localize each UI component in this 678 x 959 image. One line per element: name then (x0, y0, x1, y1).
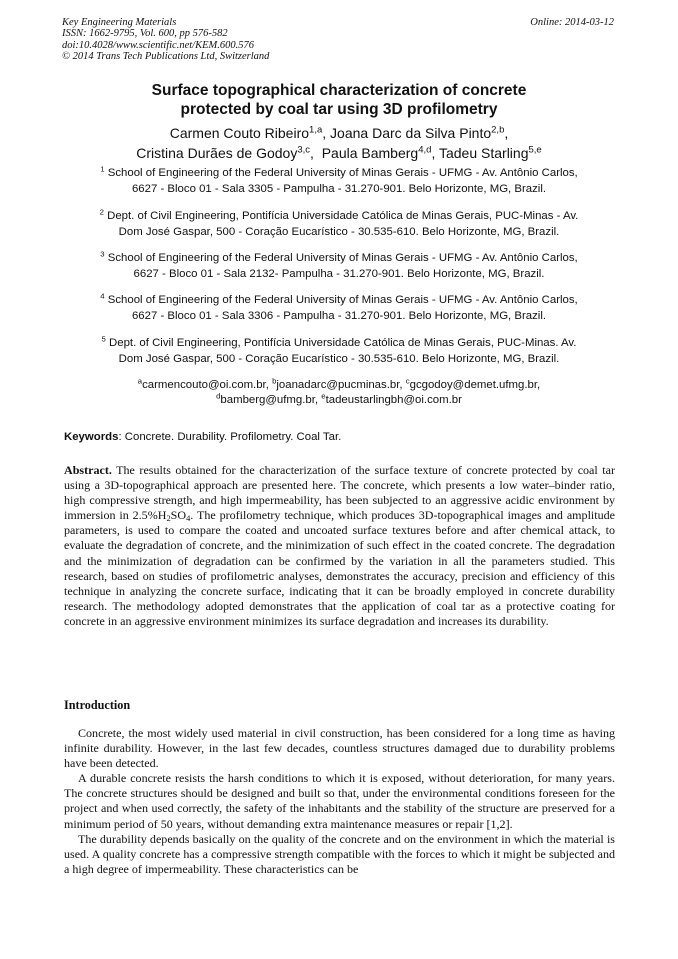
author-name: Carmen Couto Ribeiro (169, 125, 310, 141)
paragraph: The durability depends basically on the quality of the concrete and on the environment in which the material is used. A quality concrete has a compressive strength compatible with the forces to which it might be subjected and a high degree of impermeability. These characteristics can be (64, 831, 615, 876)
affiliation-1: $^1$ School of Engineering of the Federal University of Minas Gerais - UFMG - Av. Antônio Carlos, 6627 - Bloco 01 - Sala 3305 - Pampulha - 31.270-901. Belo Horizonte, MG, Brazil. (100, 164, 578, 195)
issn-line: ISSN: 1662-9795, Vol. 600, pp 576-582 (62, 28, 228, 40)
author-name: Paula Bamberg (321, 145, 419, 161)
author-affiliation-mark: 2,b (491, 124, 505, 136)
title-line-1: Surface topographical characterization of concrete (151, 82, 527, 99)
author-list (60, 123, 618, 163)
title-line-2: protected by coal tar using 3D profilometry (180, 101, 498, 118)
author-name: Tadeu Starling (438, 145, 529, 161)
introduction-body (64, 726, 615, 877)
affiliation-number: 5 (101, 334, 106, 344)
email-link[interactable]: gcgodoy@demet.ufmg.br, (409, 379, 541, 391)
affiliation-3: $^3$ School of Engineering of the Federal University of Minas Gerais - UFMG - Av. Antônio Carlos, 6627 - Bloco 01 - Sala 2132- Pampulha - 31.270-901. Belo Horizonte, MG, Brazil. (100, 249, 578, 280)
email-link[interactable]: bamberg@ufmg.br (220, 394, 315, 406)
journal-name: Key Engineering Materials (62, 17, 177, 28)
copyright-line: © 2014 Trans Tech Publications Ltd, Switzerland (62, 51, 270, 63)
online-date: Online: 2014-03-12 (530, 17, 614, 28)
email-link[interactable]: tadeustarlingbh@oi.com.br (325, 394, 462, 406)
email-link[interactable]: joanadarc@pucminas.br (276, 379, 400, 391)
affiliation-number: 2 (99, 207, 104, 217)
paragraph: Concrete, the most widely used material in civil construction, has been considered for a long time as having infinite durability. However, in the last few decades, countless structures damaged due to durability problems have been detected. (64, 726, 615, 771)
affiliation-4: $^4$ School of Engineering of the Federal University of Minas Gerais - UFMG - Av. Antônio Carlos, 6627 - Bloco 01 - Sala 3306 - Pampulha - 31.270-901. Belo Horizonte, MG, Brazil. (100, 291, 578, 322)
email-link[interactable]: carmencouto@oi.com.br (142, 379, 266, 391)
paper-title (60, 81, 618, 119)
paragraph: A durable concrete resists the harsh conditions to which it is exposed, without deterioration, for many years. The concrete structures should be designed and built so that, under the environmental conditions foreseen for the project and when used correctly, the safety of the inhabitants and the stability of the structure are preserved for a minimum period of 50 years, without demanding extra maintenance measures or repair [1,2]. (64, 771, 615, 831)
abstract: Abstract. The results obtained for the characterization of the surface texture of concrete protected by coal tar using a 3D-topographical approach are presented here. The concrete, which presents a low water–binder ratio, high compressive strength, and high impermeability, has been subjected to an aggressive acidic environment by immersion in $2.5\%H_2SO_4$. The profilometry technique, which produces 3D-topographical images and amplitude parameters, is used to compare the coated and uncoated surface textures before and after chemical attack, to evaluate the degradation of concrete, and the minimization of such effect in the coated concrete. The degradation and the minimization of degradation can be confirmed by the variation in all the parameters studied. This research, based on studies of profilometric analyses, demonstrates the accuracy, precision and efficiency of this technique in analyzing the concrete surface, indicating that it can be broadly employed in concrete durability research. The methodology adopted demonstrates that the application of coal tar as a protective coating for concrete in an aggressive environment minimizes its surface degradation and increases its durability. (64, 463, 616, 628)
affiliation-number: 4 (100, 291, 105, 301)
doi-line: doi:10.4028/www.scientific.net/KEM.600.576 (62, 39, 254, 51)
email-list: $^a$carmencouto@oi.com.br, $^b$joanadarc@pucminas.br, $^c$gcgodoy@demet.ufmg.br, $^d$bamberg@ufmg.br, $^e$tadeustarlingbh@oi.com.br (137, 376, 541, 406)
author-affiliation-mark: 4,d (418, 144, 432, 156)
author-line-1: Carmen Couto Ribeiro$^{1,a}$, Joana Darc da Silva Pinto$^{2,b}$, (169, 124, 509, 141)
keywords-text: : Concrete. Durability. Profilometry. Coal Tar. (118, 431, 342, 443)
affiliation-number: 3 (100, 249, 105, 259)
affiliation-number: 1 (100, 164, 105, 174)
section-heading-introduction: Introduction (64, 698, 131, 712)
author-affiliation-mark: 5,e (528, 144, 542, 156)
author-name: Cristina Durães de Godoy (136, 145, 298, 161)
author-affiliation-mark: 3,c (297, 144, 311, 156)
affiliation-2: $^2$ Dept. of Civil Engineering, Pontifícia Universidade Católica de Minas Gerais, PUC-Minas - Av. Dom José Gaspar, 500 - Coração Eucarístico - 30.535-610. Belo Horizonte, MG, Brazil. (99, 207, 579, 238)
author-affiliation-mark: 1,a (309, 124, 323, 136)
author-name: Joana Darc da Silva Pinto (330, 125, 492, 141)
keywords (64, 430, 614, 444)
affiliation-5: $^5$ Dept. of Civil Engineering, Pontifícia Universidade Católica de Minas Gerais, PUC-Minas. Av. Dom José Gaspar, 500 - Coração Eucarístico - 30.535-610. Belo Horizonte, MG, Brazil. (101, 334, 577, 365)
abstract-label: Abstract. (64, 463, 112, 477)
journal-header (62, 17, 269, 63)
keywords-label: Keywords (64, 431, 119, 443)
author-line-2: Cristina Durães de Godoy$^{3,c}$, Paula Bamberg$^{4,d}$, Tadeu Starling$^{5,e}$ (136, 144, 542, 161)
